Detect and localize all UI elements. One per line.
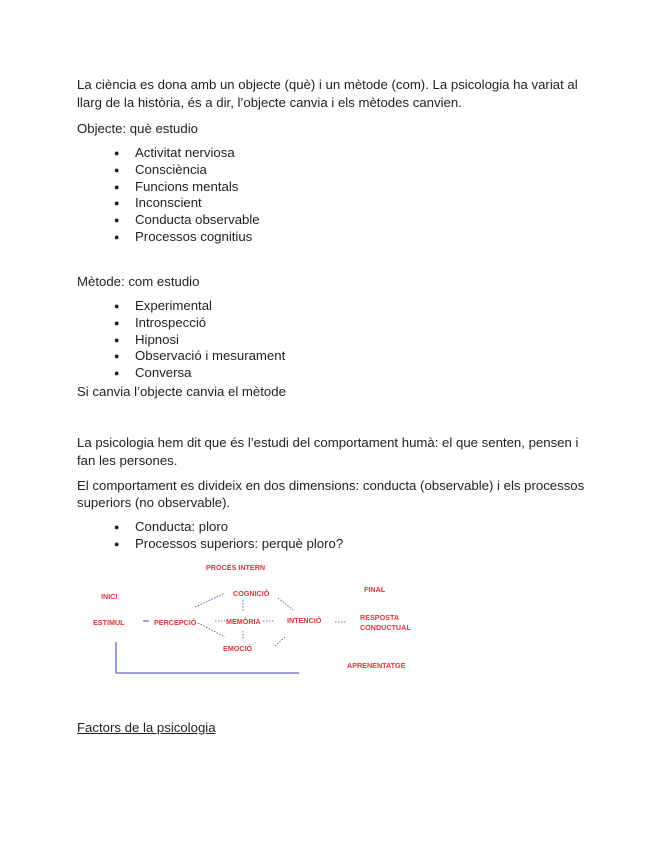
response-label-line-2: CONDUCTUAL: [360, 623, 411, 632]
list-item: ● Activitat nerviosa: [0, 145, 260, 162]
behavior-process-diagram: [85, 558, 425, 683]
response-label-line-1: RESPOSTA: [360, 613, 400, 622]
connector-cognition-intention: [278, 598, 293, 610]
list-item: ● Observació i mesurament: [0, 348, 285, 365]
intro-line-1: La ciència es dona amb un objecte (què) i un mètode (com). La psicologia ha variat al: [77, 77, 578, 92]
connector-emotion-intention: [275, 637, 285, 646]
method-list: [0, 298, 285, 382]
list-item: ● Consciència: [0, 162, 260, 179]
connector-perception-cognition: [195, 593, 225, 607]
list-item: ● Processos superiors: perquè ploro?: [0, 536, 343, 553]
emotion-label: EMOCIÓ: [223, 644, 253, 653]
start-label: INICI: [101, 592, 118, 601]
end-label: FINAL: [364, 585, 386, 594]
connector-perception-emotion: [198, 623, 225, 637]
list-item: ● Experimental: [0, 298, 285, 315]
stimulus-label: ESTIMUL: [93, 618, 125, 627]
learning-label: APRENENTATGE: [347, 661, 406, 670]
dimensions-line-2: superiors (no observable).: [77, 495, 231, 510]
list-item: ● Hipnosi: [0, 332, 285, 349]
object-list: [0, 145, 260, 246]
feedback-line: [116, 642, 299, 673]
method-note: Si canvia l’objecte canvia el mètode: [77, 384, 286, 399]
definition-line-2: fan les persones.: [77, 453, 178, 468]
memory-label: MEMÒRIA: [226, 617, 261, 626]
dimensions-line-1: El comportament es divideix en dos dimensions: conducta (observable) i els processos: [77, 478, 585, 493]
object-heading: Objecte: què estudio: [77, 121, 198, 136]
cognition-label: COGNICIÓ: [233, 589, 270, 598]
list-item: ● Inconscient: [0, 195, 260, 212]
list-item: ● Conducta observable: [0, 212, 260, 229]
list-item: ● Introspecció: [0, 315, 285, 332]
list-item: ● Conversa: [0, 365, 285, 382]
intention-label: INTENCIÓ: [287, 616, 322, 625]
behavior-list: [0, 519, 343, 553]
perception-label: PERCEPCIÓ: [154, 618, 197, 627]
definition-line-1: La psicologia hem dit que és l’estudi del comportament humà: el que senten, pensen i: [77, 435, 579, 450]
internal-process-label: PROCÉS INTERN: [206, 563, 266, 572]
intro-line-2: llarg de la història, és a dir, l’objecte canvia i els mètodes canvien.: [77, 95, 462, 110]
list-item: ● Funcions mentals: [0, 179, 260, 196]
method-heading: Mètode: com estudio: [77, 274, 200, 289]
list-item: ● Processos cognitius: [0, 229, 260, 246]
section-heading: Factors de la psicologia: [77, 720, 216, 735]
list-item: ● Conducta: ploro: [0, 519, 343, 536]
